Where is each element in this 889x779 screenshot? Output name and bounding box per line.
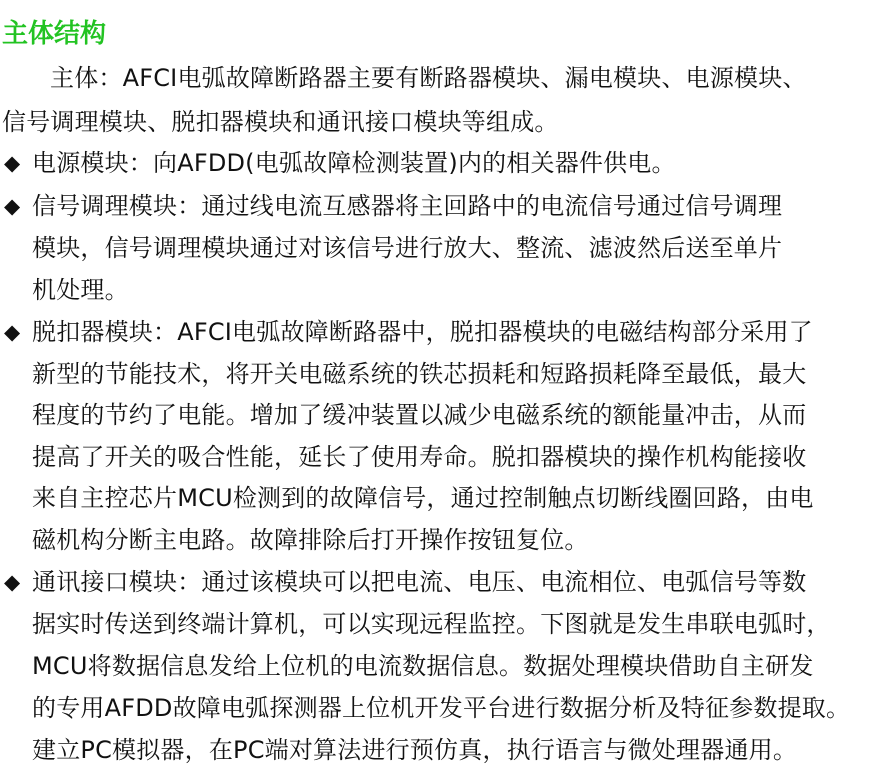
bullet-2-line-2: 模块，信号调理模块通过对该信号进行放大、整流、滤波然后送至单片: [32, 234, 783, 262]
intro-line-2: 信号调理模块、脱扣器模块和通讯接口模块等组成。: [2, 108, 559, 136]
bullet-3-line-5: 来自主控芯片MCU检测到的故障信号，通过控制触点切断线圈回路，由电: [32, 484, 814, 512]
bullet-4-line-4: 的专用AFDD故障电弧探测器上位机开发平台进行数据分析及特征参数提取。: [32, 694, 851, 722]
bullet-3-line-3: 程度的节约了电能。增加了缓冲装置以减少电磁系统的额能量冲击，从而: [32, 401, 807, 429]
bullet-3-line-2: 新型的节能技术，将开关电磁系统的铁芯损耗和短路损耗降至最低，最大: [32, 360, 807, 388]
intro-line-1: 主体：AFCI电弧故障断路器主要有断路器模块、漏电模块、电源模块、: [50, 64, 807, 92]
bullet-4-line-3: MCU将数据信息发给上位机的电流数据信息。数据处理模块借助自主研发: [32, 652, 814, 680]
bullet-diamond-icon: ◆: [4, 151, 21, 175]
bullet-diamond-icon: ◆: [4, 570, 21, 594]
bullet-diamond-icon: ◆: [4, 320, 21, 344]
bullet-diamond-icon: ◆: [4, 194, 21, 218]
bullet-1-line-1: 电源模块：向AFDD(电弧故障检测装置)内的相关器件供电。: [32, 149, 676, 177]
section-title: 主体结构: [2, 19, 107, 49]
bullet-3-line-1: 脱扣器模块：AFCI电弧故障断路器中，脱扣器模块的电磁结构部分采用了: [32, 318, 813, 346]
bullet-4-line-5: 建立PC模拟器，在PC端对算法进行预仿真，执行语言与微处理器通用。: [32, 736, 798, 764]
bullet-3-line-4: 提高了开关的吸合性能，延长了使用寿命。脱扣器模块的操作机构能接收: [32, 443, 807, 471]
bullet-3-line-6: 磁机构分断主电路。故障排除后打开操作按钮复位。: [32, 526, 589, 554]
bullet-2-line-3: 机处理。: [32, 276, 129, 304]
bullet-4-line-2: 据实时传送到终端计算机，可以实现远程监控。下图就是发生串联电弧时，: [32, 610, 831, 638]
bullet-2-line-1: 信号调理模块：通过线电流互感器将主回路中的电流信号通过信号调理: [32, 192, 783, 220]
bullet-4-line-1: 通讯接口模块：通过该模块可以把电流、电压、电流相位、电弧信号等数: [32, 568, 807, 596]
